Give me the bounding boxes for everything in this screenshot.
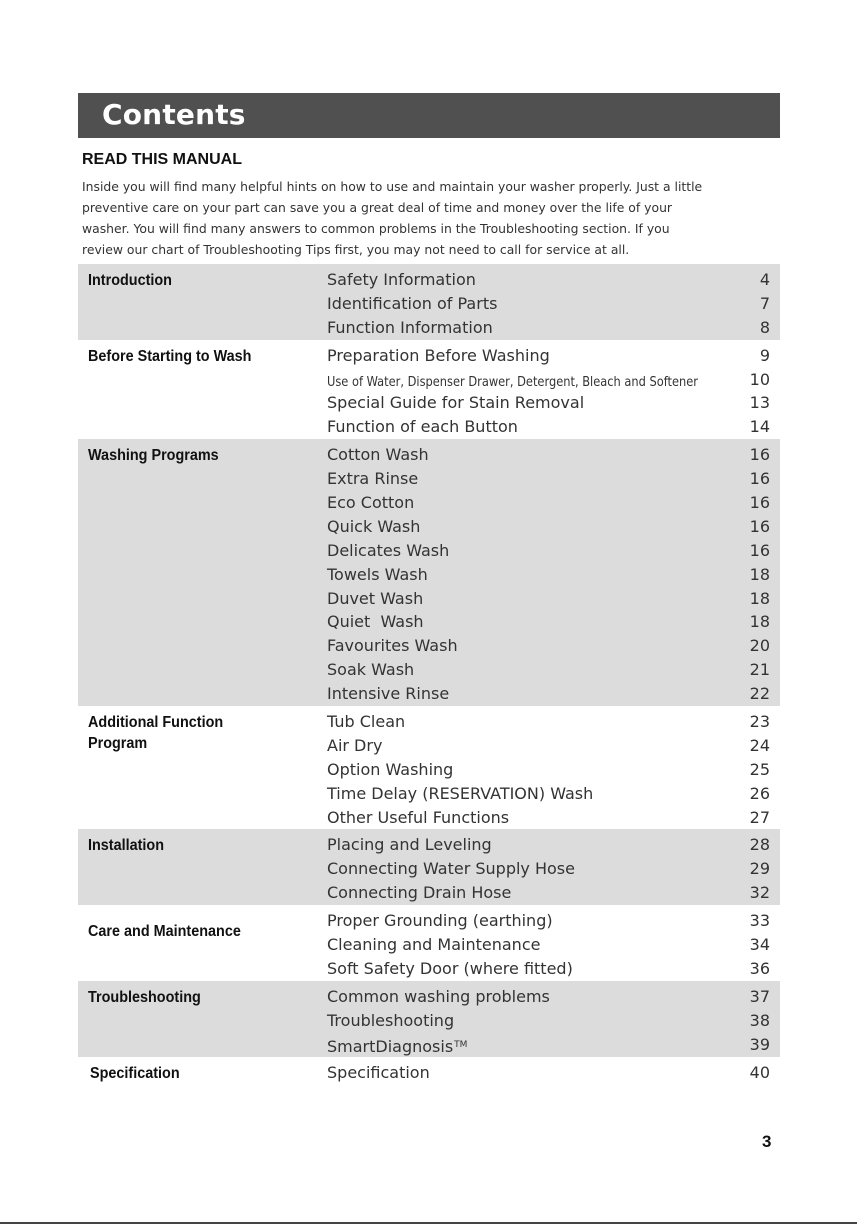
toc-entry[interactable] <box>78 1009 780 1033</box>
entry-page-number: 8 <box>759 317 770 337</box>
entry-page-number: 10 <box>749 369 770 389</box>
entry-label: Soft Safety Door (where fitted) <box>327 958 573 978</box>
section-title: Introduction <box>88 272 172 289</box>
entry-page-number: 16 <box>749 516 770 536</box>
toc-entry[interactable] <box>78 515 780 539</box>
section-title: Additional Function Program <box>88 714 224 753</box>
toc-entry[interactable] <box>78 881 780 905</box>
entry-label: SmartDiagnosis <box>327 1036 454 1056</box>
toc-entry[interactable] <box>78 1061 780 1085</box>
table-of-contents <box>78 264 780 1084</box>
read-manual-heading: READ THIS MANUAL <box>82 151 242 168</box>
page-number: 3 <box>762 1132 772 1151</box>
bottom-divider <box>0 1222 857 1224</box>
entry-page-number: 37 <box>749 986 770 1006</box>
toc-entry[interactable] <box>78 391 780 415</box>
intro-paragraph <box>82 176 782 260</box>
contents-banner <box>78 93 780 138</box>
entry-page-number: 25 <box>749 759 770 779</box>
toc-entry[interactable] <box>78 833 780 857</box>
intro-line: review our chart of Troubleshooting Tips first, you may not need to call for service at all. <box>82 242 630 257</box>
entry-label: Special Guide for Stain Removal <box>327 393 585 413</box>
toc-entry[interactable] <box>78 734 780 758</box>
entry-label: Proper Grounding (earthing) <box>327 911 553 931</box>
entry-page-number: 34 <box>749 935 770 955</box>
toc-entry[interactable] <box>78 682 780 706</box>
entry-label: Cleaning and Maintenance <box>327 935 541 955</box>
toc-entry[interactable] <box>78 933 780 957</box>
toc-entry[interactable] <box>78 957 780 981</box>
page-title: Contents <box>102 98 246 131</box>
intro-line: washer. You will find many answers to common problems in the Troubleshooting section. If you <box>82 221 670 236</box>
entry-page-number: 38 <box>749 1010 770 1030</box>
toc-entry[interactable] <box>78 316 780 340</box>
entry-label: Intensive Rinse <box>327 684 450 704</box>
entry-page-number: 18 <box>749 612 770 632</box>
entry-page-number: 29 <box>749 859 770 879</box>
toc-entry[interactable] <box>78 292 780 316</box>
toc-section-before-starting <box>78 340 780 440</box>
toc-entry[interactable] <box>78 758 780 782</box>
entry-label: Common washing problems <box>327 986 550 1006</box>
entry-page-number: 14 <box>749 417 770 437</box>
toc-entry[interactable] <box>78 587 780 611</box>
toc-section-introduction <box>78 264 780 340</box>
entry-page-number: 7 <box>759 293 770 313</box>
entry-label: Other Useful Functions <box>327 807 510 827</box>
toc-section-specification <box>78 1057 780 1085</box>
toc-entry[interactable] <box>78 857 780 881</box>
entry-page-number: 40 <box>749 1062 770 1082</box>
entry-page-number: 26 <box>749 783 770 803</box>
entry-label: Towels Wash <box>327 564 428 584</box>
toc-entry[interactable] <box>78 658 780 682</box>
entry-label: Cotton Wash <box>327 445 429 465</box>
entry-label: Air Dry <box>327 735 383 755</box>
entry-page-number: 16 <box>749 540 770 560</box>
entry-label: Option Washing <box>327 759 454 779</box>
toc-entry[interactable] <box>78 806 780 830</box>
entry-label: Use of Water, Dispenser Drawer, Detergent, Bleach and Softener <box>327 373 699 390</box>
entry-label: Specification <box>327 1062 430 1082</box>
toc-entry[interactable] <box>78 268 780 292</box>
entry-label: Troubleshooting <box>327 1010 455 1030</box>
trademark-mark: TM <box>454 1039 468 1050</box>
entry-page-number: 4 <box>759 270 770 289</box>
section-title: Specification <box>90 1064 180 1082</box>
toc-section-troubleshooting <box>78 981 780 1057</box>
entry-page-number: 20 <box>749 636 770 656</box>
toc-entry[interactable] <box>78 539 780 563</box>
entry-page-number: 33 <box>749 911 770 931</box>
toc-entry[interactable] <box>78 443 780 467</box>
entry-label: Placing and Leveling <box>327 835 492 855</box>
toc-section-installation <box>78 829 780 905</box>
entry-page-number: 9 <box>759 345 770 365</box>
section-title: Installation <box>88 837 165 855</box>
entry-page-number: 16 <box>749 469 770 489</box>
entry-page-number: 36 <box>749 958 770 978</box>
entry-label: Quick Wash <box>327 516 421 536</box>
toc-section-washing-programs <box>78 439 780 706</box>
section-title: Troubleshooting <box>88 988 201 1006</box>
entry-label: Eco Cotton <box>327 493 415 513</box>
entry-label: Duvet Wash <box>327 588 424 608</box>
toc-entry[interactable] <box>78 909 780 933</box>
entry-label: Quiet Wash <box>327 612 424 632</box>
entry-page-number: 27 <box>749 807 770 827</box>
toc-entry[interactable] <box>78 710 780 734</box>
section-title: Before Starting to Wash <box>88 347 252 365</box>
toc-entry[interactable] <box>78 467 780 491</box>
toc-entry[interactable] <box>78 1033 780 1057</box>
entry-page-number: 13 <box>749 393 770 413</box>
entry-label: Favourites Wash <box>327 636 458 656</box>
entry-page-number: 23 <box>749 712 770 732</box>
section-title: Care and Maintenance <box>88 923 241 941</box>
toc-section-care-maintenance <box>78 905 780 981</box>
entry-label: Connecting Drain Hose <box>327 883 512 903</box>
entry-label: Function of each Button <box>327 417 518 437</box>
entry-page-number: 32 <box>749 883 770 903</box>
entry-label: Preparation Before Washing <box>327 345 550 365</box>
entry-page-number: 16 <box>749 493 770 513</box>
toc-entry[interactable] <box>78 985 780 1009</box>
entry-label: Soak Wash <box>327 660 415 680</box>
toc-entry[interactable] <box>78 610 780 634</box>
entry-label: Safety Information <box>327 270 476 289</box>
section-title: Washing Programs <box>88 447 219 465</box>
toc-entry[interactable] <box>78 368 780 392</box>
entry-page-number: 24 <box>749 735 770 755</box>
entry-label: Time Delay (RESERVATION) Wash <box>327 783 594 803</box>
entry-page-number: 22 <box>749 684 770 704</box>
toc-entry[interactable] <box>78 415 780 439</box>
toc-section-additional-function <box>78 706 780 829</box>
entry-page-number: 39 <box>749 1034 770 1054</box>
toc-entry[interactable] <box>78 782 780 806</box>
toc-entry[interactable] <box>78 563 780 587</box>
entry-label: Delicates Wash <box>327 540 450 560</box>
intro-line: Inside you will find many helpful hints on how to use and maintain your washer properly. Just a little <box>82 179 703 194</box>
entry-label: Connecting Water Supply Hose <box>327 859 575 879</box>
toc-entry[interactable] <box>78 491 780 515</box>
toc-entry[interactable] <box>78 344 780 368</box>
entry-label-wrapper <box>327 1034 467 1058</box>
toc-entry[interactable] <box>78 634 780 658</box>
entry-page-number: 18 <box>749 588 770 608</box>
entry-label: Identification of Parts <box>327 293 498 313</box>
entry-page-number: 18 <box>749 564 770 584</box>
entry-label: Extra Rinse <box>327 469 419 489</box>
entry-label: Function Information <box>327 317 493 337</box>
entry-page-number: 28 <box>749 835 770 855</box>
entry-page-number: 21 <box>749 660 770 680</box>
entry-label: Tub Clean <box>327 712 406 732</box>
entry-page-number: 16 <box>749 445 770 465</box>
intro-line: preventive care on your part can save you a great deal of time and money over the life of your <box>82 200 673 215</box>
